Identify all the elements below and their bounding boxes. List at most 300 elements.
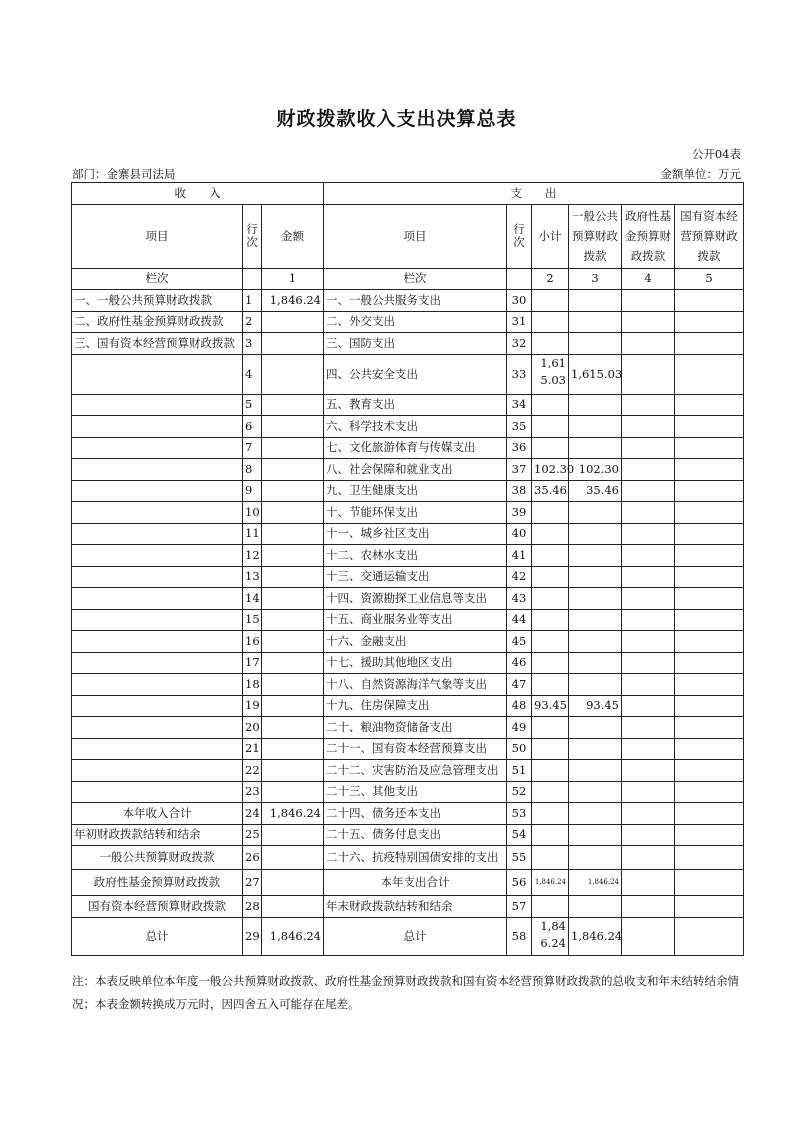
col-index-3: 3 [569, 268, 622, 290]
income-line-no: 9 [243, 480, 262, 502]
gov-fund-value [622, 846, 675, 870]
general-budget-value [569, 523, 622, 545]
expense-line-no: 56 [507, 870, 532, 896]
gov-fund-value [622, 416, 675, 438]
table-row [72, 803, 744, 825]
income-item [72, 717, 243, 739]
expense-item: 三、国防支出 [324, 333, 507, 355]
general-budget-value [569, 311, 622, 333]
income-item [72, 760, 243, 782]
income-line-no: 18 [243, 674, 262, 696]
state-capital-value [675, 717, 744, 739]
income-item [72, 781, 243, 803]
income-amount [262, 652, 324, 674]
col-index-1: 1 [262, 268, 324, 290]
expense-line-no: 58 [507, 918, 532, 956]
gov-fund-value [622, 588, 675, 610]
gov-fund-value [622, 803, 675, 825]
expense-line-no: 46 [507, 652, 532, 674]
expense-item: 十四、资源勘探工业信息等支出 [324, 588, 507, 610]
expense-line-no: 42 [507, 566, 532, 588]
table-row [72, 674, 744, 696]
table-row [72, 333, 744, 355]
col-label: 栏次 [72, 268, 243, 290]
expense-item: 二十二、灾害防治及应急管理支出 [324, 760, 507, 782]
expense-item: 八、社会保障和就业支出 [324, 459, 507, 481]
gov-fund-value [622, 781, 675, 803]
expense-line-no: 31 [507, 311, 532, 333]
table-row [72, 896, 744, 918]
expense-line-no: 44 [507, 609, 532, 631]
income-item [72, 695, 243, 717]
subtotal-value [532, 394, 569, 416]
state-capital-value [675, 394, 744, 416]
gov-fund-value [622, 394, 675, 416]
state-capital-header: 国有资本经营预算财政拨款 [675, 204, 744, 268]
general-budget-value [569, 781, 622, 803]
gov-fund-value [622, 717, 675, 739]
expense-line-no: 41 [507, 545, 532, 567]
income-line-no: 8 [243, 459, 262, 481]
footnote: 注：本表反映单位本年度一般公共预算财政拨款、政府性基金预算财政拨款和国有资本经营预算财政拨款的总收支和年末结转结余情况；本表金额转换成万元时，因四舍五入可能存在尾差。 [72, 974, 739, 1011]
income-item-header: 项目 [72, 204, 243, 268]
general-budget-value: 1,846.24 [569, 870, 622, 896]
income-item [72, 588, 243, 610]
general-budget-value [569, 394, 622, 416]
subtotal-value [532, 416, 569, 438]
income-amount [262, 566, 324, 588]
expense-line-no: 53 [507, 803, 532, 825]
expense-item: 十七、援助其他地区支出 [324, 652, 507, 674]
gov-fund-value [622, 824, 675, 846]
income-item [72, 437, 243, 459]
gov-fund-value [622, 652, 675, 674]
subtotal-value [532, 311, 569, 333]
income-amount: 1,846.24 [262, 918, 324, 956]
subtotal-value [532, 717, 569, 739]
state-capital-value [675, 333, 744, 355]
income-amount [262, 588, 324, 610]
col-label-2: 栏次 [324, 268, 507, 290]
expense-line-no: 52 [507, 781, 532, 803]
expense-item: 总计 [324, 918, 507, 956]
state-capital-value [675, 738, 744, 760]
general-budget-value: 35.46 [569, 480, 622, 502]
income-amount [262, 609, 324, 631]
col-index-4: 4 [622, 268, 675, 290]
expense-item: 十五、商业服务业等支出 [324, 609, 507, 631]
income-amount [262, 846, 324, 870]
income-amount [262, 695, 324, 717]
income-line-no: 22 [243, 760, 262, 782]
expense-item: 四、公共安全支出 [324, 354, 507, 394]
amount-header: 金额 [262, 204, 324, 268]
expense-item: 二十四、债务还本支出 [324, 803, 507, 825]
expense-line-no: 49 [507, 717, 532, 739]
expense-item: 十、节能环保支出 [324, 502, 507, 524]
subtotal-value [532, 803, 569, 825]
income-line-no: 21 [243, 738, 262, 760]
expense-line-no: 51 [507, 760, 532, 782]
general-budget-value [569, 738, 622, 760]
subtotal-value [532, 437, 569, 459]
subtotal-value [532, 760, 569, 782]
income-amount [262, 824, 324, 846]
subtotal-value [532, 781, 569, 803]
state-capital-value [675, 652, 744, 674]
subtotal-value: 1,615.03 [532, 354, 569, 394]
gov-fund-value [622, 311, 675, 333]
gov-fund-value [622, 870, 675, 896]
expense-line-no: 34 [507, 394, 532, 416]
gov-fund-value [622, 523, 675, 545]
state-capital-value [675, 566, 744, 588]
state-capital-value [675, 459, 744, 481]
state-capital-value [675, 846, 744, 870]
subtotal-value: 35.46 [532, 480, 569, 502]
expense-item: 十六、金融支出 [324, 631, 507, 653]
gov-fund-value [622, 502, 675, 524]
general-budget-value [569, 609, 622, 631]
state-capital-value [675, 416, 744, 438]
income-item: 国有资本经营预算财政拨款 [72, 896, 243, 918]
expense-item: 年末财政拨款结转和结余 [324, 896, 507, 918]
subtotal-value [532, 631, 569, 653]
gov-fund-value [622, 333, 675, 355]
table-row [72, 523, 744, 545]
expense-line-no: 57 [507, 896, 532, 918]
subtotal-value [532, 566, 569, 588]
general-budget-value [569, 502, 622, 524]
expense-item-header: 项目 [324, 204, 507, 268]
general-budget-value: 1,846.24 [569, 918, 622, 956]
group-header-row [72, 183, 744, 205]
general-budget-value [569, 846, 622, 870]
income-amount [262, 523, 324, 545]
gov-fund-value [622, 566, 675, 588]
general-budget-value [569, 717, 622, 739]
gov-fund-value [622, 918, 675, 956]
income-amount [262, 781, 324, 803]
expense-item: 十一、城乡社区支出 [324, 523, 507, 545]
subtotal-value [532, 609, 569, 631]
page-title: 财政拨款收入支出决算总表 [276, 108, 517, 130]
table-row [72, 311, 744, 333]
table-row [72, 609, 744, 631]
income-item: 三、国有资本经营预算财政拨款 [72, 333, 243, 355]
expense-line-no: 37 [507, 459, 532, 481]
col-index-2: 2 [532, 268, 569, 290]
expense-line-no: 55 [507, 846, 532, 870]
income-item [72, 394, 243, 416]
table-row [72, 394, 744, 416]
fiscal-summary-table [71, 182, 744, 956]
form-code: 公开04表 [691, 147, 741, 161]
table-row [72, 760, 744, 782]
income-line-no: 25 [243, 824, 262, 846]
state-capital-value [675, 674, 744, 696]
gov-fund-value [622, 695, 675, 717]
state-capital-value [675, 695, 744, 717]
income-item [72, 354, 243, 394]
income-line-no: 29 [243, 918, 262, 956]
income-item [72, 523, 243, 545]
income-line-no: 20 [243, 717, 262, 739]
income-item [72, 502, 243, 524]
income-group-header: 收 入 [72, 183, 324, 205]
state-capital-value [675, 545, 744, 567]
general-budget-value: 93.45 [569, 695, 622, 717]
gov-fund-value [622, 609, 675, 631]
general-budget-value [569, 566, 622, 588]
table-row [72, 416, 744, 438]
state-capital-value [675, 896, 744, 918]
expense-line-no: 36 [507, 437, 532, 459]
income-line-no: 4 [243, 354, 262, 394]
table-row [72, 545, 744, 567]
expense-item: 十二、农林水支出 [324, 545, 507, 567]
income-line-no: 7 [243, 437, 262, 459]
income-line-no: 28 [243, 896, 262, 918]
state-capital-value [675, 354, 744, 394]
income-line-no: 23 [243, 781, 262, 803]
expense-item: 二十一、国有资本经营预算支出 [324, 738, 507, 760]
subtotal-value [532, 290, 569, 312]
expense-item: 一、一般公共服务支出 [324, 290, 507, 312]
income-item [72, 652, 243, 674]
general-budget-value [569, 437, 622, 459]
table-row [72, 566, 744, 588]
gov-fund-value [622, 674, 675, 696]
table-row [72, 354, 744, 394]
table-row [72, 502, 744, 524]
table-row [72, 631, 744, 653]
income-line-no: 13 [243, 566, 262, 588]
expense-line-no: 40 [507, 523, 532, 545]
income-amount [262, 896, 324, 918]
income-amount [262, 416, 324, 438]
subtotal-value [532, 333, 569, 355]
table-row [72, 437, 744, 459]
state-capital-value [675, 502, 744, 524]
income-amount [262, 870, 324, 896]
general-budget-value [569, 803, 622, 825]
income-item: 一、一般公共预算财政拨款 [72, 290, 243, 312]
table-row [72, 480, 744, 502]
income-line-header: 行次 [243, 204, 262, 268]
general-budget-value [569, 545, 622, 567]
income-amount [262, 311, 324, 333]
income-line-no: 19 [243, 695, 262, 717]
general-budget-value [569, 674, 622, 696]
general-budget-value [569, 631, 622, 653]
income-amount [262, 760, 324, 782]
subtotal-value [532, 652, 569, 674]
general-budget-value [569, 333, 622, 355]
state-capital-value [675, 760, 744, 782]
gov-fund-value [622, 354, 675, 394]
income-item: 本年收入合计 [72, 803, 243, 825]
gov-fund-value [622, 459, 675, 481]
state-capital-value [675, 918, 744, 956]
table-row [72, 717, 744, 739]
state-capital-value [675, 588, 744, 610]
table-row [72, 652, 744, 674]
col-index-empty [507, 268, 532, 290]
income-line-no: 17 [243, 652, 262, 674]
subtotal-value [532, 846, 569, 870]
expense-item: 十三、交通运输支出 [324, 566, 507, 588]
income-item [72, 674, 243, 696]
gov-fund-value [622, 760, 675, 782]
income-item [72, 416, 243, 438]
income-amount [262, 717, 324, 739]
income-amount [262, 545, 324, 567]
income-item [72, 545, 243, 567]
income-amount [262, 437, 324, 459]
expense-line-header: 行次 [507, 204, 532, 268]
income-item: 年初财政拨款结转和结余 [72, 824, 243, 846]
general-budget-value [569, 896, 622, 918]
income-item [72, 566, 243, 588]
col-index-5: 5 [675, 268, 744, 290]
gov-fund-value [622, 437, 675, 459]
general-budget-value [569, 824, 622, 846]
table-row [72, 588, 744, 610]
expense-line-no: 50 [507, 738, 532, 760]
state-capital-value [675, 781, 744, 803]
income-amount [262, 738, 324, 760]
income-line-no: 5 [243, 394, 262, 416]
expense-line-no: 54 [507, 824, 532, 846]
subtotal-value [532, 502, 569, 524]
income-line-no: 24 [243, 803, 262, 825]
general-budget-value [569, 290, 622, 312]
expense-line-no: 38 [507, 480, 532, 502]
expense-line-no: 33 [507, 354, 532, 394]
expense-line-no: 48 [507, 695, 532, 717]
income-item: 总计 [72, 918, 243, 956]
expense-line-no: 45 [507, 631, 532, 653]
expense-item: 十八、自然资源海洋气象等支出 [324, 674, 507, 696]
state-capital-value [675, 631, 744, 653]
gov-fund-header: 政府性基金预算财政拨款 [622, 204, 675, 268]
table-row [72, 459, 744, 481]
table-row [72, 290, 744, 312]
income-amount [262, 674, 324, 696]
gov-fund-value [622, 896, 675, 918]
expense-line-no: 47 [507, 674, 532, 696]
state-capital-value [675, 870, 744, 896]
subtotal-value [532, 896, 569, 918]
general-budget-value [569, 588, 622, 610]
general-budget-value [569, 760, 622, 782]
general-budget-value: 102.30 [569, 459, 622, 481]
income-line-no: 12 [243, 545, 262, 567]
gov-fund-value [622, 290, 675, 312]
income-amount [262, 631, 324, 653]
column-header-row [72, 204, 744, 268]
expense-item: 本年支出合计 [324, 870, 507, 896]
expense-line-no: 39 [507, 502, 532, 524]
subtotal-value [532, 588, 569, 610]
state-capital-value [675, 803, 744, 825]
subtotal-value: 93.45 [532, 695, 569, 717]
department-label: 部门：金寨县司法局 [72, 167, 176, 181]
expense-item: 二十、粮油物资储备支出 [324, 717, 507, 739]
expense-line-no: 32 [507, 333, 532, 355]
subtotal-value: 102.30 [532, 459, 569, 481]
general-budget-value [569, 652, 622, 674]
col-index-empty [243, 268, 262, 290]
income-amount: 1,846.24 [262, 803, 324, 825]
gov-fund-value [622, 738, 675, 760]
subtotal-value [532, 523, 569, 545]
expense-item: 二十六、抗疫特别国债安排的支出 [324, 846, 507, 870]
state-capital-value [675, 523, 744, 545]
general-budget-value: 1,615.03 [569, 354, 622, 394]
income-line-no: 2 [243, 311, 262, 333]
table-row [72, 870, 744, 896]
income-line-no: 27 [243, 870, 262, 896]
income-amount [262, 459, 324, 481]
expense-item: 七、文化旅游体育与传媒支出 [324, 437, 507, 459]
table-row [72, 738, 744, 760]
income-item: 二、政府性基金预算财政拨款 [72, 311, 243, 333]
income-item: 一般公共预算财政拨款 [72, 846, 243, 870]
expense-item: 二十三、其他支出 [324, 781, 507, 803]
subtotal-value [532, 824, 569, 846]
income-line-no: 14 [243, 588, 262, 610]
income-item [72, 738, 243, 760]
income-item [72, 480, 243, 502]
column-index-row [72, 268, 744, 290]
income-line-no: 11 [243, 523, 262, 545]
income-line-no: 6 [243, 416, 262, 438]
expense-item: 二十五、债务付息支出 [324, 824, 507, 846]
income-item: 政府性基金预算财政拨款 [72, 870, 243, 896]
subtotal-value [532, 545, 569, 567]
expense-item: 十九、住房保障支出 [324, 695, 507, 717]
income-item [72, 459, 243, 481]
table-row [72, 695, 744, 717]
income-amount: 1,846.24 [262, 290, 324, 312]
state-capital-value [675, 609, 744, 631]
expense-item: 九、卫生健康支出 [324, 480, 507, 502]
gov-fund-value [622, 545, 675, 567]
subtotal-header: 小计 [532, 204, 569, 268]
general-budget-header: 一般公共预算财政拨款 [569, 204, 622, 268]
income-amount [262, 394, 324, 416]
expense-item: 五、教育支出 [324, 394, 507, 416]
income-line-no: 10 [243, 502, 262, 524]
expense-line-no: 35 [507, 416, 532, 438]
subtotal-value [532, 738, 569, 760]
subtotal-value [532, 674, 569, 696]
state-capital-value [675, 480, 744, 502]
expense-group-header: 支 出 [324, 183, 744, 205]
expense-item: 二、外交支出 [324, 311, 507, 333]
expense-line-no: 30 [507, 290, 532, 312]
expense-item: 六、科学技术支出 [324, 416, 507, 438]
state-capital-value [675, 311, 744, 333]
state-capital-value [675, 824, 744, 846]
expense-line-no: 43 [507, 588, 532, 610]
general-budget-value [569, 416, 622, 438]
table-row [72, 781, 744, 803]
income-line-no: 3 [243, 333, 262, 355]
table-row [72, 824, 744, 846]
